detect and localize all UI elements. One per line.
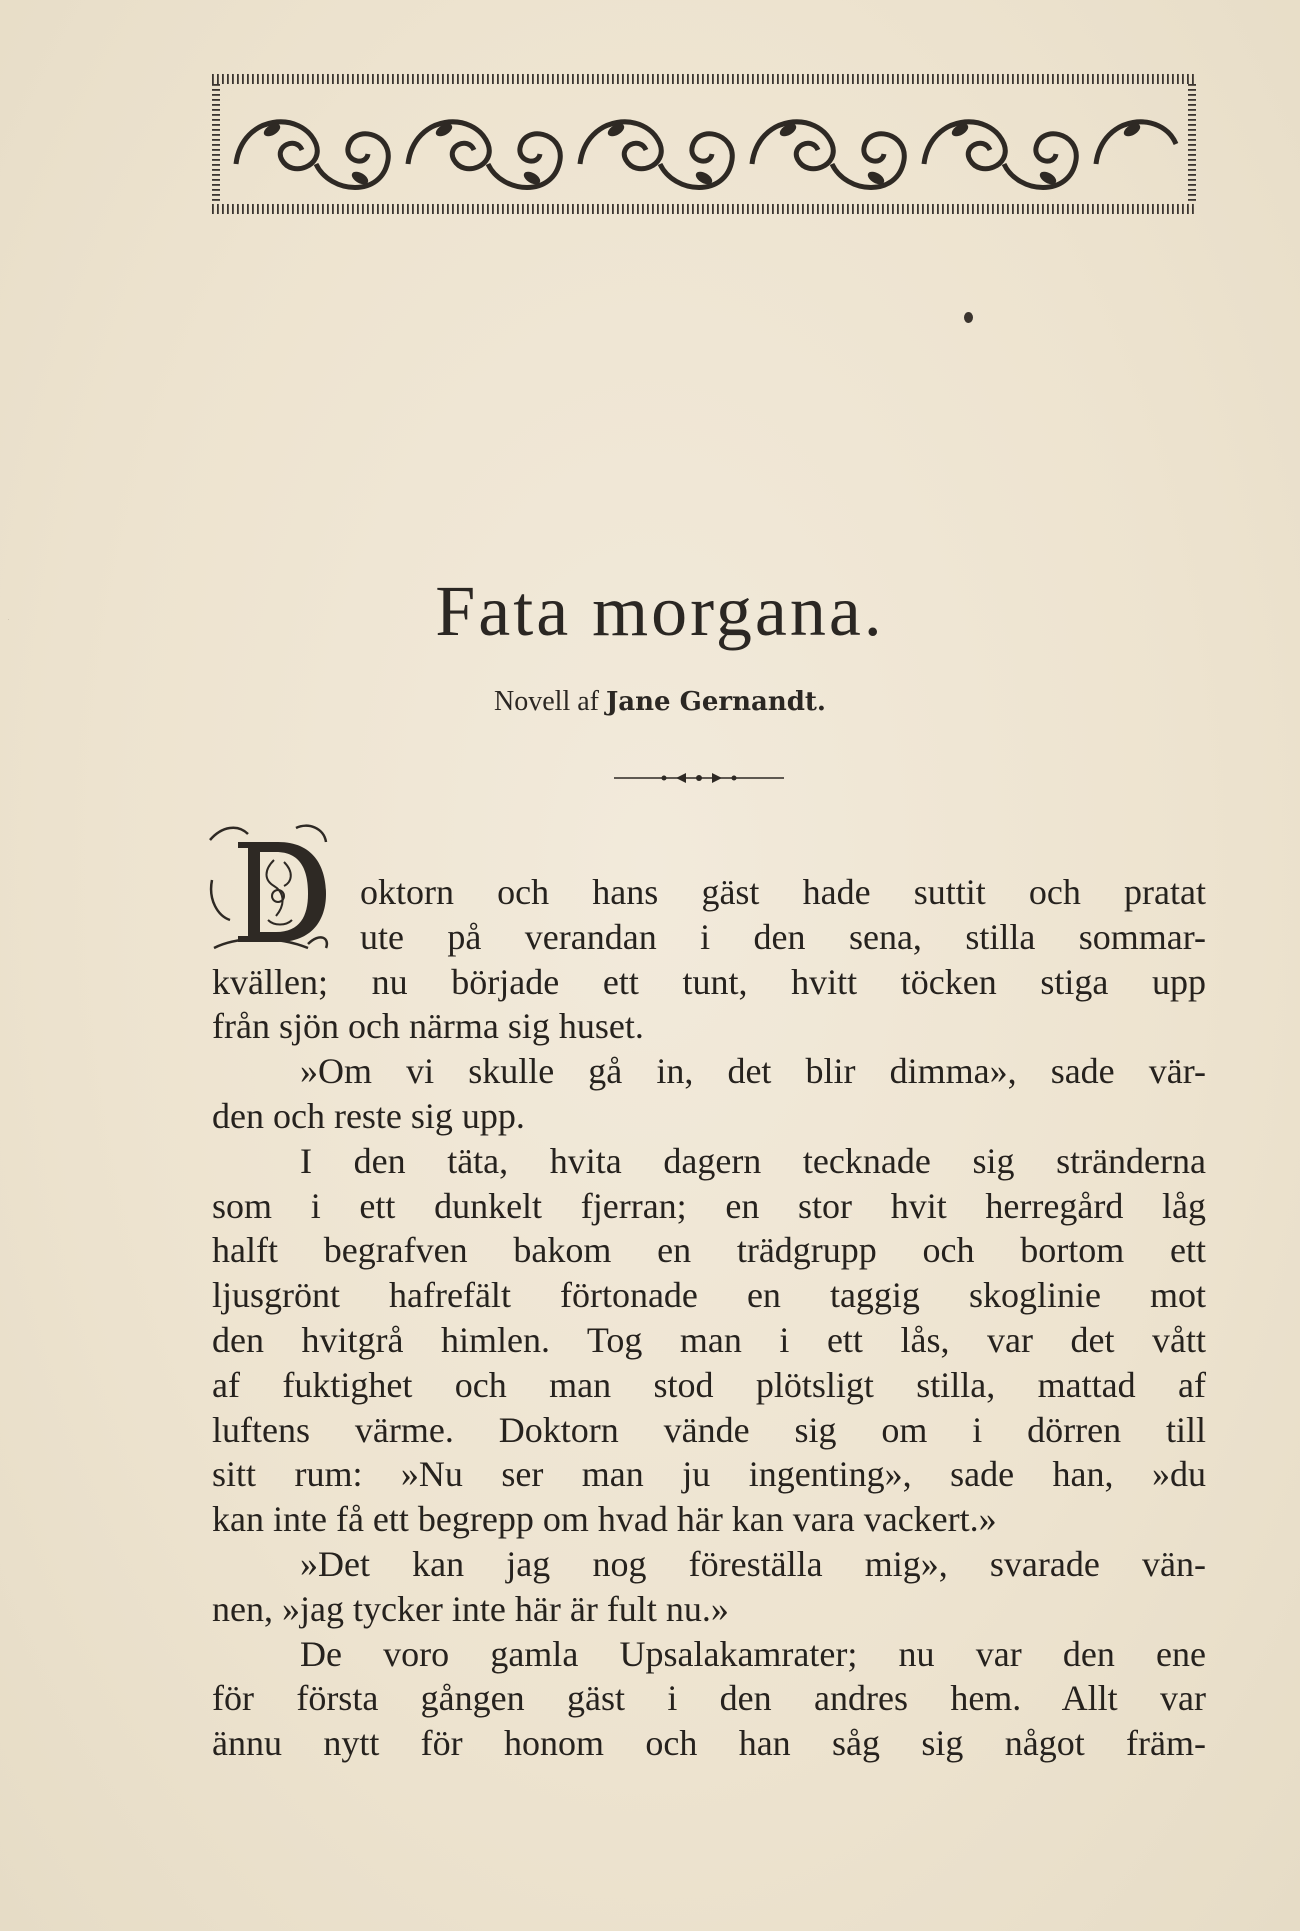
ink-speck <box>964 312 973 323</box>
text-line: som i ett dunkelt fjerran; en stor hvit herregård låg <box>212 1185 1206 1226</box>
scroll-ornament-icon <box>212 74 1196 214</box>
dropcap-text: D <box>8 620 9 621</box>
byline <box>0 686 1300 718</box>
text-line: luftens värme. Doktorn vände sig om i dörren till <box>212 1409 1206 1450</box>
text-line: ute på verandan i den sena, stilla sommar- <box>360 916 1206 957</box>
text-line: ännu nytt för honom och han såg sig något främ- <box>212 1723 1206 1764</box>
text-line: ljusgrönt hafrefält förtonade en taggig skoglinie mot <box>212 1275 1206 1316</box>
text-line: kan inte få ett begrepp om hvad här kan vara vackert.» <box>212 1499 997 1540</box>
author-name: Jane Gernandt. <box>605 687 826 717</box>
text-line: I den täta, hvita dagern tecknade sig stränderna <box>300 1140 1206 1181</box>
text-line: af fuktighet och man stod plötsligt stilla, mattad af <box>212 1364 1206 1405</box>
story-title: Fata morgana. <box>435 571 885 651</box>
text-line: »Det kan jag nog föreställa mig», svarade vän- <box>300 1543 1206 1584</box>
text-line: från sjön och närma sig huset. <box>212 1006 644 1047</box>
text-line: De voro gamla Upsalakamrater; nu var den ene <box>300 1633 1206 1674</box>
text-line: den och reste sig upp. <box>212 1095 525 1136</box>
text-line: sitt rum: »Nu ser man ju ingenting», sade han, »du <box>212 1454 1206 1495</box>
byline-prefix: Novell af <box>494 686 599 717</box>
text-line: »Om vi skulle gå in, det blir dimma», sade vär- <box>300 1051 1206 1092</box>
ornament-divider-icon <box>614 770 784 786</box>
text-line: halft begrafven bakom en trädgrupp och bortom ett <box>212 1230 1206 1271</box>
story-body <box>212 870 1206 1766</box>
text-line: den hvitgrå himlen. Tog man i ett lås, var det vått <box>212 1319 1206 1360</box>
text-line: nen, »jag tycker inte här är fult nu.» <box>212 1588 729 1629</box>
text-line: kvällen; nu började ett tunt, hvitt töcken stiga upp <box>212 961 1206 1002</box>
text-line: för första gången gäst i den andres hem. Allt var <box>212 1678 1206 1719</box>
text-line: oktorn och hans gäst hade suttit och pratat <box>360 872 1206 912</box>
